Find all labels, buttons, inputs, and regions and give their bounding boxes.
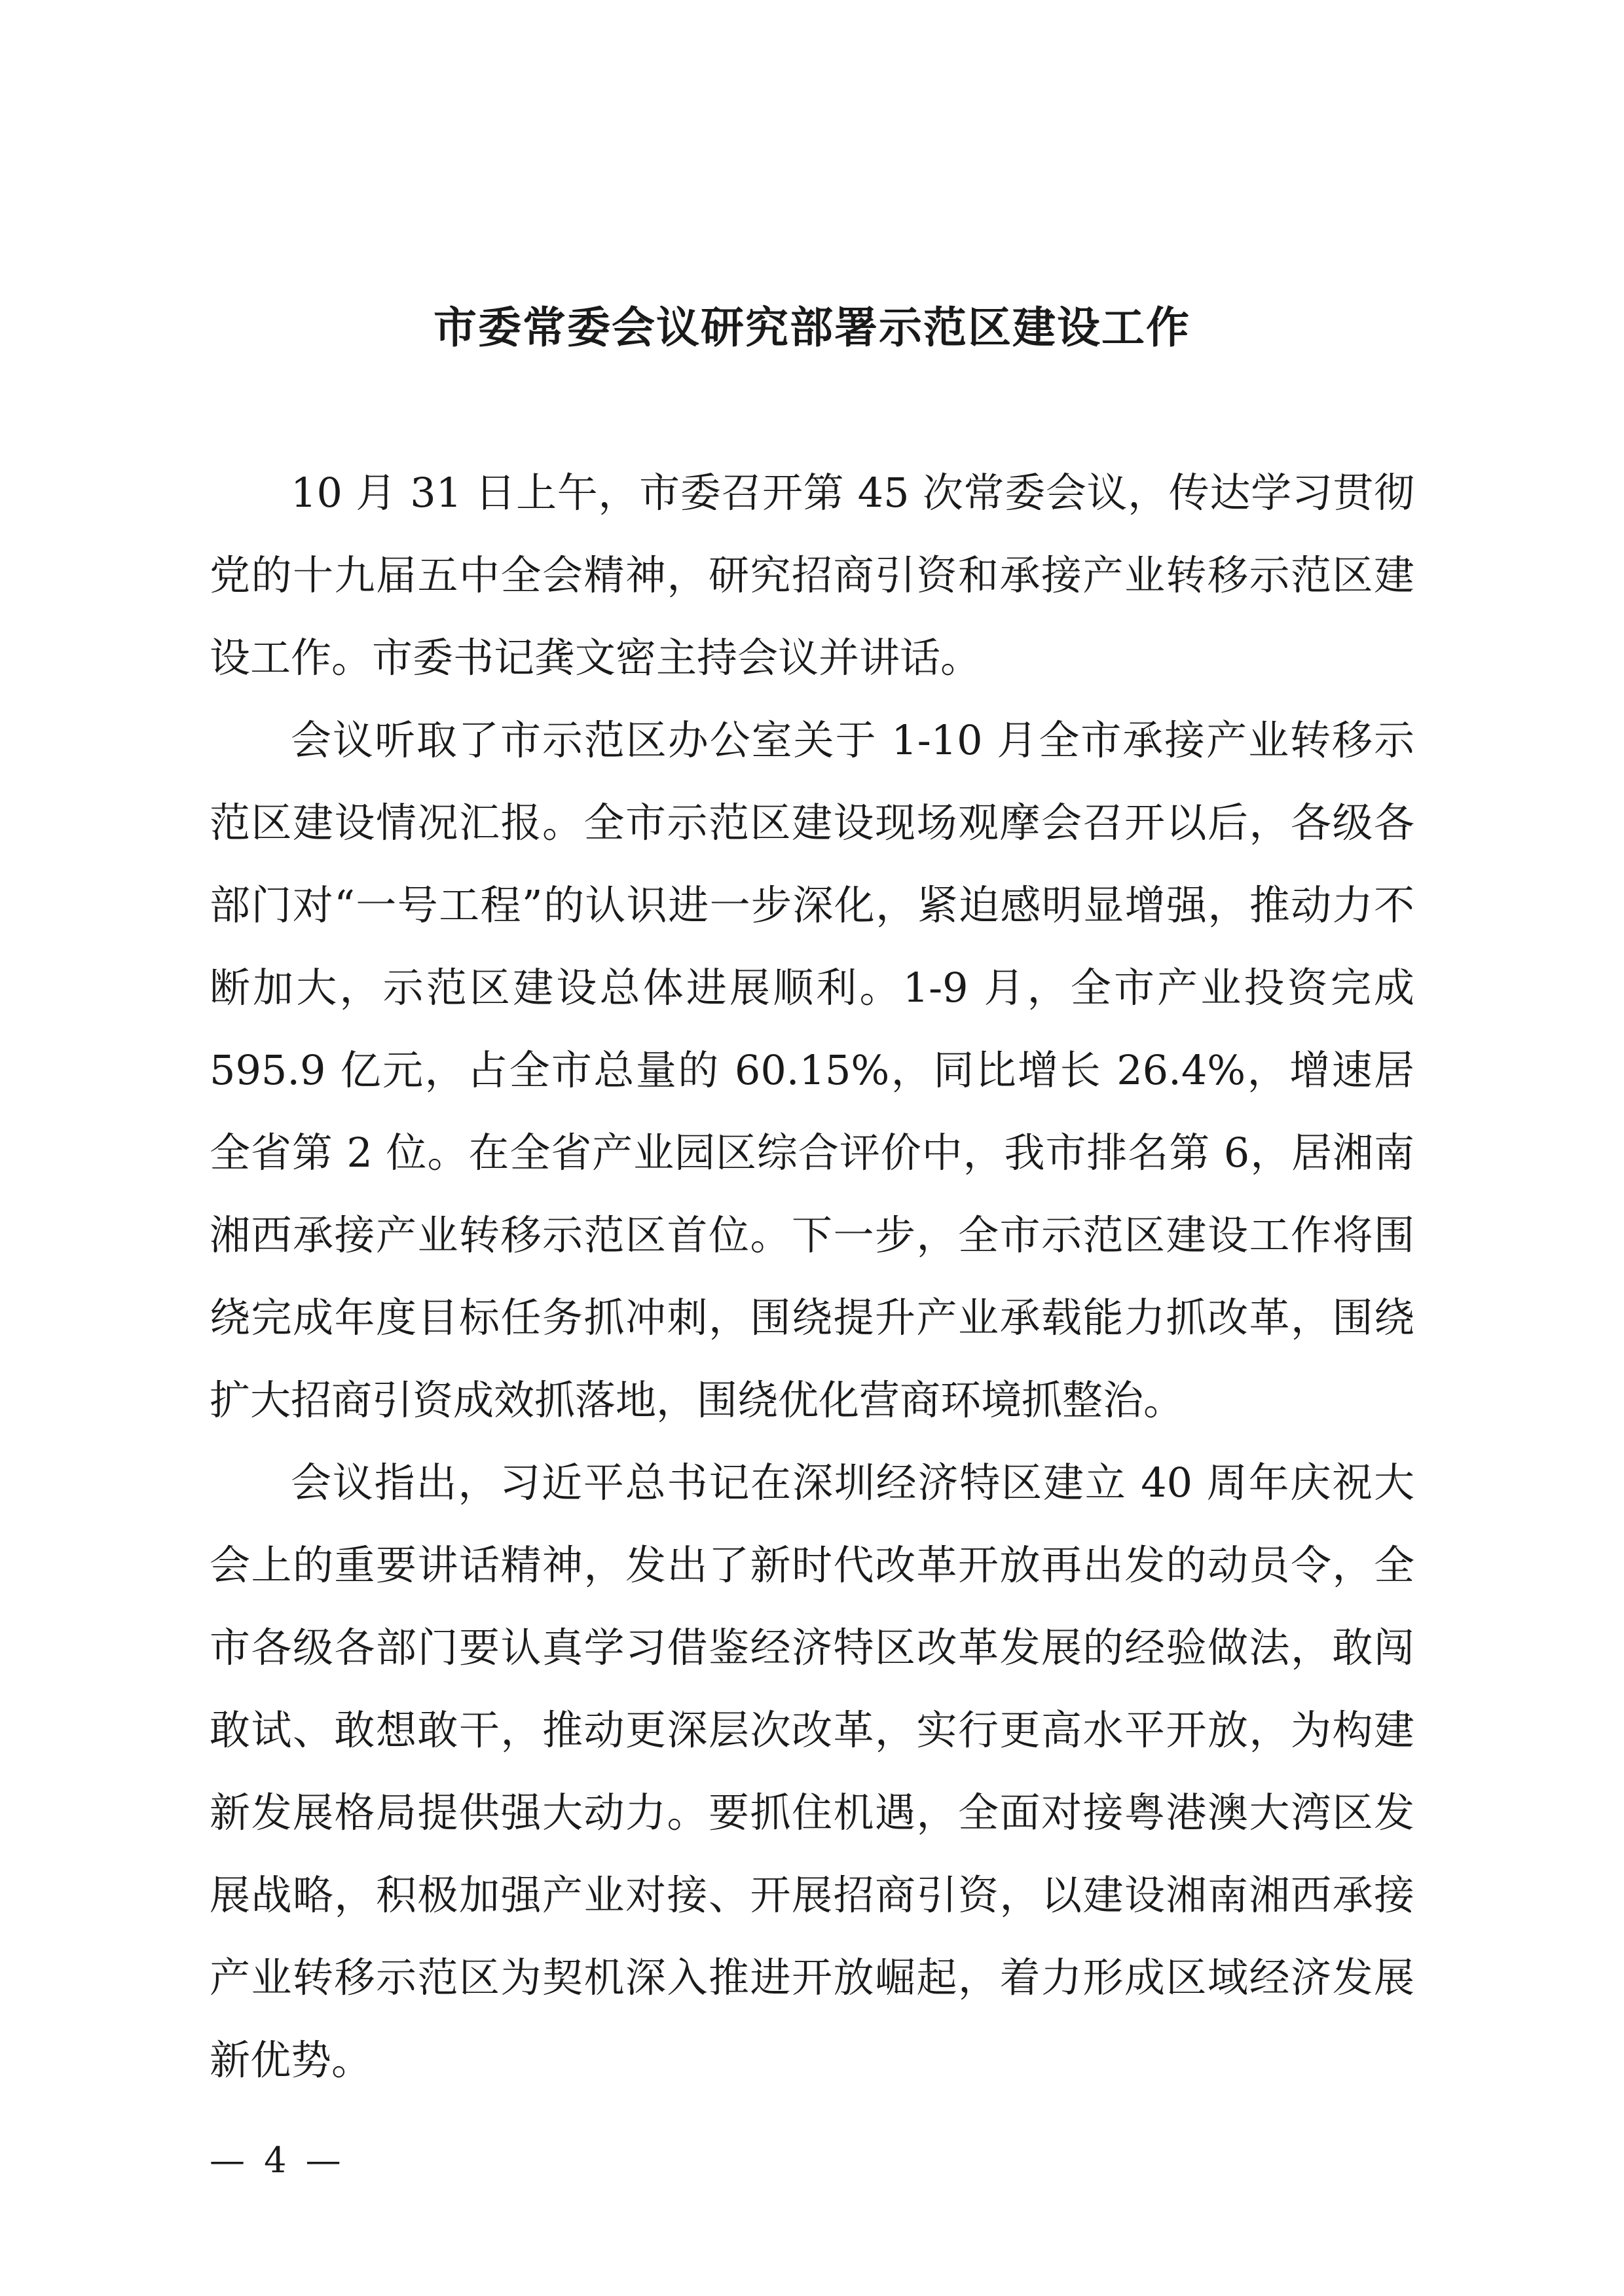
- paragraph-work-report: 会议听取了市示范区办公室关于 1-10 月全市承接产业转移示范区建设情况汇报。全市示范区建设现场观摩会召开以后，各级各部门对“一号工程”的认识进一步深化，紧迫感明显增强，推动力不断加大，示范区建设总体进展顺利。1-9 月，全市产业投资完成 595.9 亿元，占全市总量的 60.15%，同比增长 26.4%，增速居全省第 2 位。在全省产业园区综合评价中，我市排名第 6，居湘南湘西承接产业转移示范区首位。下一步，全市示范区建设工作将围绕完成年度目标任务抓冲刺，围绕提升产业承载能力抓改革，围绕扩大招商引资成效抓落地，围绕优化营商环境抓整治。: [210, 716, 1414, 1424]
- paragraph-meeting-instructions: 会议指出，习近平总书记在深圳经济特区建立 40 周年庆祝大会上的重要讲话精神，发出了新时代改革开放再出发的动员令，全市各级各部门要认真学习借鉴经济特区改革发展的经验做法，敢闯敢试、敢想敢干，推动更深层次改革，实行更高水平开放，为构建新发展格局提供强大动力。要抓住机遇，全面对接粤港澳大湾区发展战略，积极加强产业对接、开展招商引资，以建设湘南湘西承接产业转移示范区为契机深入推进开放崛起，着力形成区域经济发展新优势。: [210, 1459, 1414, 2084]
- document-body: [210, 452, 1414, 2102]
- page-number: — 4 —: [210, 2140, 345, 2181]
- paragraph-meeting-intro: 10 月 31 日上午，市委召开第 45 次常委会议，传达学习贯彻党的十九届五中全会精神，研究招商引资和承接产业转移示范区建设工作。市委书记龚文密主持会议并讲话。: [210, 469, 1414, 682]
- document-title: 市委常委会议研究部署示范区建设工作: [434, 302, 1190, 353]
